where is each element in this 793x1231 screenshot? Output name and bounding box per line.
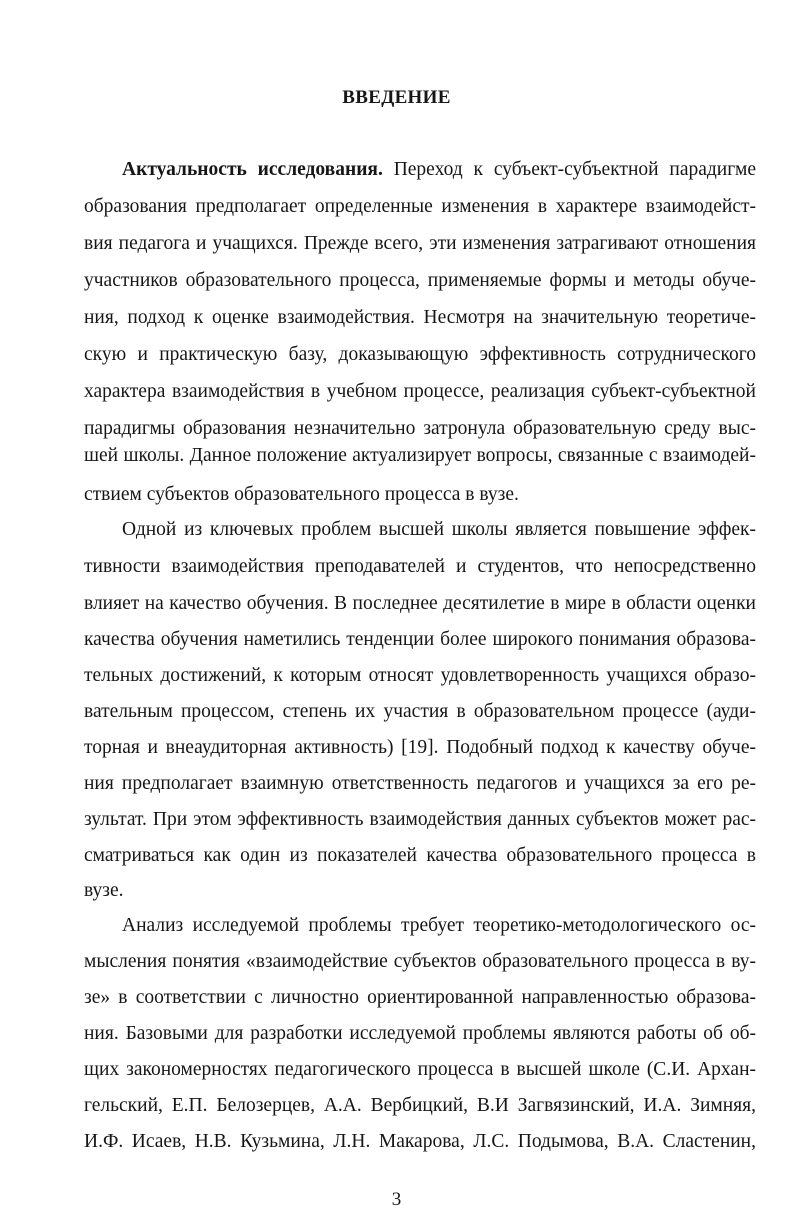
paragraph-3-line-5: щих закономерностях педагогического процесса в высшей школе (С.И. Архан- [84, 1059, 756, 1080]
paragraph-1-line-6: скую и практическую базу, доказывающую эффективность сотруднического [84, 344, 756, 365]
paragraph-2-line-7: торная и внеаудиторная активность) [19]. Подобный подход к качеству обуче- [84, 737, 756, 758]
paragraph-1-line-4: участников образовательного процесса, применяемые формы и методы обуче- [84, 270, 756, 291]
paragraph-1-line-2: образования предполагает определенные изменения в характере взаимодейст- [84, 196, 756, 217]
paragraph-1-line-7: характера взаимодействия в учебном процессе, реализация субъект-субъектной [84, 381, 756, 402]
paragraph-3-line-1: Анализ исследуемой проблемы требует теоретико-методологического ос- [122, 915, 756, 936]
paragraph-2-line-3: влияет на качество обучения. В последнее десятилетие в мире в области оценки [84, 593, 756, 614]
paragraph-3-line-3: зе» в соответствии с личностно ориентированной направленностью образова- [84, 987, 756, 1008]
paragraph-3-line-4: ния. Базовыми для разработки исследуемой проблемы являются работы об об- [84, 1023, 756, 1044]
paragraph-3-line-7: И.Ф. Исаев, Н.В. Кузьмина, Л.Н. Макарова, Л.С. Подымова, В.А. Сластенин, [84, 1131, 756, 1152]
paragraph-1-line-1 [122, 158, 756, 182]
paragraph-2-line-11: вузе. [84, 880, 124, 901]
paragraph-2-line-5: тельных достижений, к которым относят удовлетворенность учащихся образо- [84, 665, 756, 686]
paragraph-1-line-1-text: Переход к субъект-субъектной парадигме [382, 159, 756, 180]
paragraph-2-line-2: тивности взаимодействия преподавателей и студентов, что непосредственно [84, 556, 756, 577]
page-heading: ВВЕДЕНИЕ [342, 87, 451, 108]
paragraph-1-line-3: вия педагога и учащихся. Прежде всего, эти изменения затрагивают отношения [84, 233, 756, 254]
paragraph-1-line-8: парадигмы образования незначительно затронула образовательную среду выс- [84, 418, 756, 439]
paragraph-2-line-4: качества обучения наметились тенденции более широкого понимания образова- [84, 629, 756, 650]
paragraph-3-line-6: гельский, Е.П. Белозерцев, А.А. Вербицкий, В.И Загвязинский, И.А. Зимняя, [84, 1095, 756, 1116]
paragraph-2-line-8: ния предполагает взаимную ответственность педагогов и учащихся за его ре- [84, 773, 756, 794]
paragraph-2-line-10: сматриваться как один из показателей качества образовательного процесса в [84, 845, 756, 866]
page-number: 3 [391, 1189, 402, 1210]
paragraph-1-lead: Актуальность исследования. [122, 159, 383, 180]
paragraph-2-line-9: зультат. При этом эффективность взаимодействия данных субъектов может рас- [84, 809, 756, 830]
paragraph-3-line-2: мысления понятия «взаимодействие субъектов образовательного процесса в ву- [84, 951, 756, 972]
paragraph-1-line-5: ния, подход к оценке взаимодействия. Несмотря на значительную теоретиче- [84, 307, 756, 328]
paragraph-1-line-9: шей школы. Данное положение актуализирует вопросы, связанные с взаимодей- [84, 445, 756, 466]
paragraph-1-line-10: ствием субъектов образовательного процесса в вузе. [84, 484, 519, 505]
paragraph-2-line-1: Одной из ключевых проблем высшей школы является повышение эффек- [122, 519, 756, 540]
paragraph-2-line-6: вательным процессом, степень их участия в образовательном процессе (ауди- [84, 701, 756, 722]
